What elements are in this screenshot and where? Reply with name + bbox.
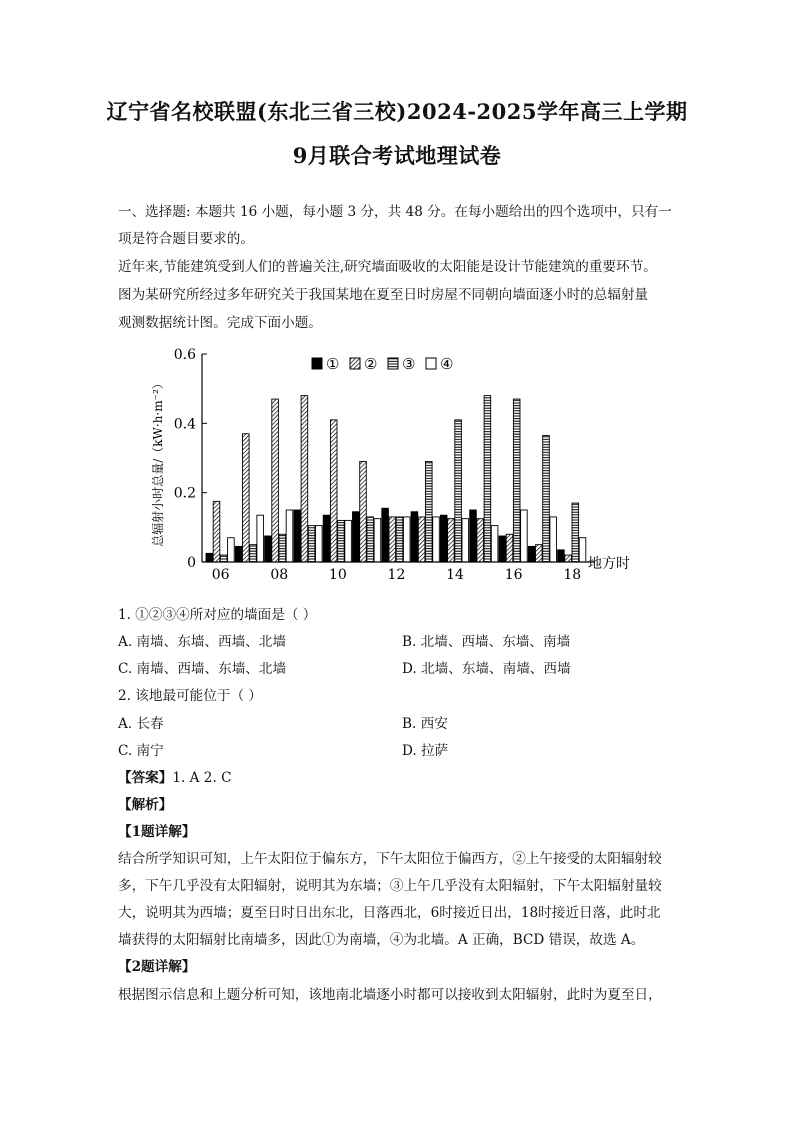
intro-line-1: 近年来,节能建筑受到人们的普遍关注,研究墙面吸收的太阳能是设计节能建筑的重要环节。 — [118, 259, 657, 275]
bar-series-1 — [499, 536, 506, 562]
bar-series-4 — [316, 526, 323, 562]
bar-series-1 — [411, 512, 418, 562]
bar-series-3 — [396, 517, 403, 562]
bar-series-3 — [308, 526, 315, 562]
x-tick-label: 10 — [328, 567, 347, 583]
bar-series-3 — [250, 545, 257, 562]
bar-series-4 — [579, 538, 586, 562]
bar-series-1 — [528, 546, 535, 562]
legend-swatch — [426, 358, 436, 369]
y-tick-label: 0.4 — [173, 416, 196, 433]
y-axis-label: 总辐射小时总量/（kW·h·m⁻²） — [151, 377, 165, 547]
legend-swatch — [312, 358, 322, 369]
legend-swatch — [388, 358, 398, 369]
bar-series-3 — [220, 555, 227, 562]
analysis-label: 【解析】 — [118, 797, 173, 813]
intro-line-3: 观测数据统计图。完成下面小题。 — [118, 315, 322, 331]
bar-series-2 — [301, 396, 308, 562]
bar-series-4 — [550, 517, 557, 562]
answer-line — [118, 766, 232, 786]
legend-label: ① — [326, 355, 340, 373]
bar-series-4 — [521, 510, 528, 562]
bar-series-3 — [279, 534, 286, 562]
detail2-line-1: 根据图示信息和上题分析可知，该地南北墙逐小时都可以接收到太阳辐射，此时为夏至日， — [118, 987, 662, 1003]
bar-series-2 — [213, 501, 220, 562]
q2-option-d: D. 拉萨 — [402, 743, 449, 759]
bar-series-2 — [360, 461, 367, 562]
answer-text: 1. A 2. C — [172, 770, 232, 786]
detail1-label: 【1题详解】 — [118, 824, 196, 840]
bar-series-2 — [506, 534, 513, 562]
x-axis-label: 地方时 — [588, 556, 630, 572]
section-heading-line2: 项是符合题目要求的。 — [118, 231, 254, 247]
bar-series-2 — [272, 399, 279, 562]
bar-series-2 — [243, 434, 250, 562]
bar-series-4 — [403, 517, 410, 562]
bar-series-3 — [543, 435, 550, 562]
bar-series-2 — [330, 420, 337, 562]
bar-series-2 — [565, 555, 572, 562]
legend-label: ② — [364, 355, 378, 373]
x-tick-label: 14 — [446, 567, 464, 583]
page-title-line1: 辽宁省名校联盟(东北三省三校)2024-2025学年高三上学期 — [106, 99, 688, 124]
bar-series-2 — [418, 517, 425, 562]
radiation-bar-chart — [140, 340, 660, 585]
bar-series-1 — [353, 512, 360, 562]
bar-series-1 — [294, 510, 301, 562]
bar-series-3 — [455, 420, 462, 562]
chart-legend — [312, 355, 453, 373]
bar-series-1 — [323, 515, 330, 562]
q1-option-c: C. 南墙、西墙、东墙、北墙 — [118, 661, 287, 677]
detail1-line-2: 多，下午几乎没有太阳辐射，说明其为东墙；③上午几乎没有太阳辐射，下午太阳辐射量较 — [118, 878, 662, 894]
bar-series-1 — [235, 546, 242, 562]
bar-series-2 — [477, 519, 484, 562]
bar-series-2 — [536, 545, 543, 562]
legend-swatch — [350, 358, 360, 369]
answer-label: 【答案】 — [118, 770, 173, 786]
bar-series-1 — [558, 550, 565, 562]
bar-series-3 — [513, 399, 520, 562]
bar-series-4 — [286, 510, 293, 562]
bar-series-4 — [462, 519, 469, 562]
bar-series-3 — [367, 517, 374, 562]
bar-series-2 — [448, 519, 455, 562]
bar-series-4 — [228, 538, 235, 562]
bar-series-1 — [440, 515, 447, 562]
detail2-label: 【2题详解】 — [118, 959, 196, 975]
x-tick-label: 18 — [563, 567, 582, 583]
bar-series-4 — [433, 517, 440, 562]
bar-series-2 — [389, 517, 396, 562]
x-tick-label: 16 — [504, 567, 523, 583]
bar-series-3 — [426, 461, 433, 562]
legend-label: ③ — [402, 355, 416, 373]
y-tick-label: 0.2 — [173, 485, 196, 502]
bar-series-3 — [572, 503, 579, 562]
x-tick-label: 12 — [387, 567, 406, 583]
bar-series-1 — [206, 553, 213, 562]
y-tick-label: 0.6 — [173, 347, 196, 363]
bar-series-1 — [470, 510, 477, 562]
q1-option-a: A. 南墙、东墙、西墙、北墙 — [118, 634, 286, 650]
q2-stem: 2. 该地最可能位于（ ） — [118, 688, 262, 704]
q1-option-d: D. 北墙、东墙、南墙、西墙 — [402, 661, 571, 677]
q2-option-c: C. 南宁 — [118, 743, 164, 759]
bar-series-3 — [338, 520, 345, 562]
section-heading-line1: 一、选择题: 本题共 16 小题，每小题 3 分，共 48 分。在每小题给出的四个选项中，只有一 — [118, 204, 672, 220]
page-title-line2: 9月联合考试地理试卷 — [292, 143, 502, 168]
q2-option-b: B. 西安 — [402, 716, 448, 732]
intro-line-2: 图为某研究所经过多年研究关于我国某地在夏至日时房屋不同朝向墙面逐小时的总辐射量 — [118, 287, 649, 303]
x-tick-label: 08 — [270, 567, 289, 583]
bar-series-1 — [265, 536, 272, 562]
bar-series-4 — [374, 519, 381, 562]
q1-option-b: B. 北墙、西墙、东墙、南墙 — [402, 634, 571, 650]
bar-series-4 — [491, 526, 498, 562]
q2-option-a: A. 长春 — [118, 716, 164, 732]
bar-series-4 — [345, 520, 352, 562]
bar-series-3 — [484, 396, 491, 562]
bar-series-4 — [257, 515, 264, 562]
detail1-line-3: 大，说明其为西墙；夏至日时日出东北，日落西北，6时接近日出，18时接近日落，此时北 — [118, 905, 661, 921]
bar-series-1 — [382, 508, 389, 562]
q1-stem: 1. ①②③④所对应的墙面是（ ） — [118, 607, 317, 623]
x-tick-label: 06 — [211, 567, 230, 583]
detail1-line-1: 结合所学知识可知，上午太阳位于偏东方，下午太阳位于偏西方，②上午接受的太阳辐射较 — [118, 851, 662, 867]
detail1-line-4: 墙获得的太阳辐射比南墙多，因此①为南墙，④为北墙。A 正确，BCD 错误，故选 A。 — [118, 932, 645, 948]
y-tick-label: 0 — [187, 555, 196, 571]
legend-label: ④ — [440, 355, 454, 373]
